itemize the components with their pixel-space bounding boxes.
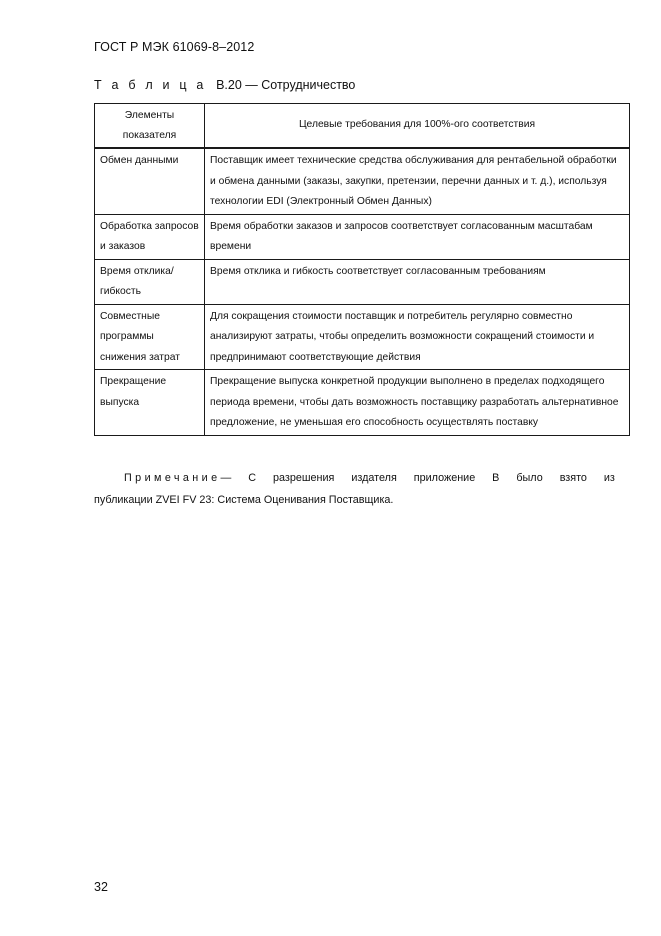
table-caption-number: В.20 — [216, 78, 242, 92]
note-word: приложение — [413, 472, 476, 484]
table-row — [95, 214, 630, 259]
note-label-group — [124, 467, 231, 489]
table-caption-label: Т а б л и ц а — [94, 78, 207, 92]
note-word: издателя — [351, 472, 397, 484]
row-requirement-cell: Поставщик имеет технические средства обслуживания для рентабельной обработки и обмена данными (заказы, закупки, претензии, перечни данных и т. д.), используя технологии EDI (Электронный Обмен Данных) — [205, 148, 630, 214]
row-element-cell: Время отклика/гибкость — [95, 259, 205, 304]
row-requirement-cell: Время обработки заказов и запросов соответствует согласованным масштабам времени — [205, 214, 630, 259]
note-word: из — [603, 472, 615, 484]
page-number: 32 — [94, 880, 108, 894]
table-row — [95, 259, 630, 304]
table-row — [95, 304, 630, 370]
document-code: ГОСТ Р МЭК 61069-8–2012 — [94, 40, 255, 54]
row-element-cell: Прекращение выпуска — [95, 370, 205, 436]
row-requirement-cell: Для сокращения стоимости поставщик и потребитель регулярно совместно анализируют затраты, чтобы определить возможности сокращений стоимости и предпринимают соответствующие действия — [205, 304, 630, 370]
note-word: было — [516, 472, 543, 484]
row-element-cell: Обработка запросов и заказов — [95, 214, 205, 259]
row-element-cell: Совместные программы снижения затрат — [95, 304, 205, 370]
row-requirement-cell: Прекращение выпуска конкретной продукции выполнено в пределах подходящего периода времени, чтобы дать возможность поставщику разработать альтернативное предложение, не уменьшая его способность осуществлять поставку — [205, 370, 630, 436]
note-second-line: публикации ZVEI FV 23: Система Оценивания Поставщика. — [94, 494, 394, 506]
column-header-element: Элементы показателя — [95, 104, 205, 149]
note-word: разрешения — [273, 472, 335, 484]
row-element-cell: Обмен данными — [95, 148, 205, 214]
note-dash: — — [220, 472, 232, 484]
note-word: В — [492, 472, 500, 484]
table-row — [95, 370, 630, 436]
table-header-row — [95, 104, 630, 149]
cooperation-table — [94, 103, 630, 436]
column-header-requirements: Целевые требования для 100%-ого соответствия — [205, 104, 630, 149]
table-caption-title: — Сотрудничество — [245, 78, 356, 92]
table-note — [94, 467, 615, 511]
note-word: взято — [559, 472, 587, 484]
note-first-line — [94, 467, 615, 489]
note-word: С — [248, 472, 257, 484]
note-label: Примечание — [124, 472, 221, 484]
table-caption — [94, 78, 355, 92]
row-requirement-cell: Время отклика и гибкость соответствует согласованным требованиям — [205, 259, 630, 304]
table-row — [95, 148, 630, 214]
